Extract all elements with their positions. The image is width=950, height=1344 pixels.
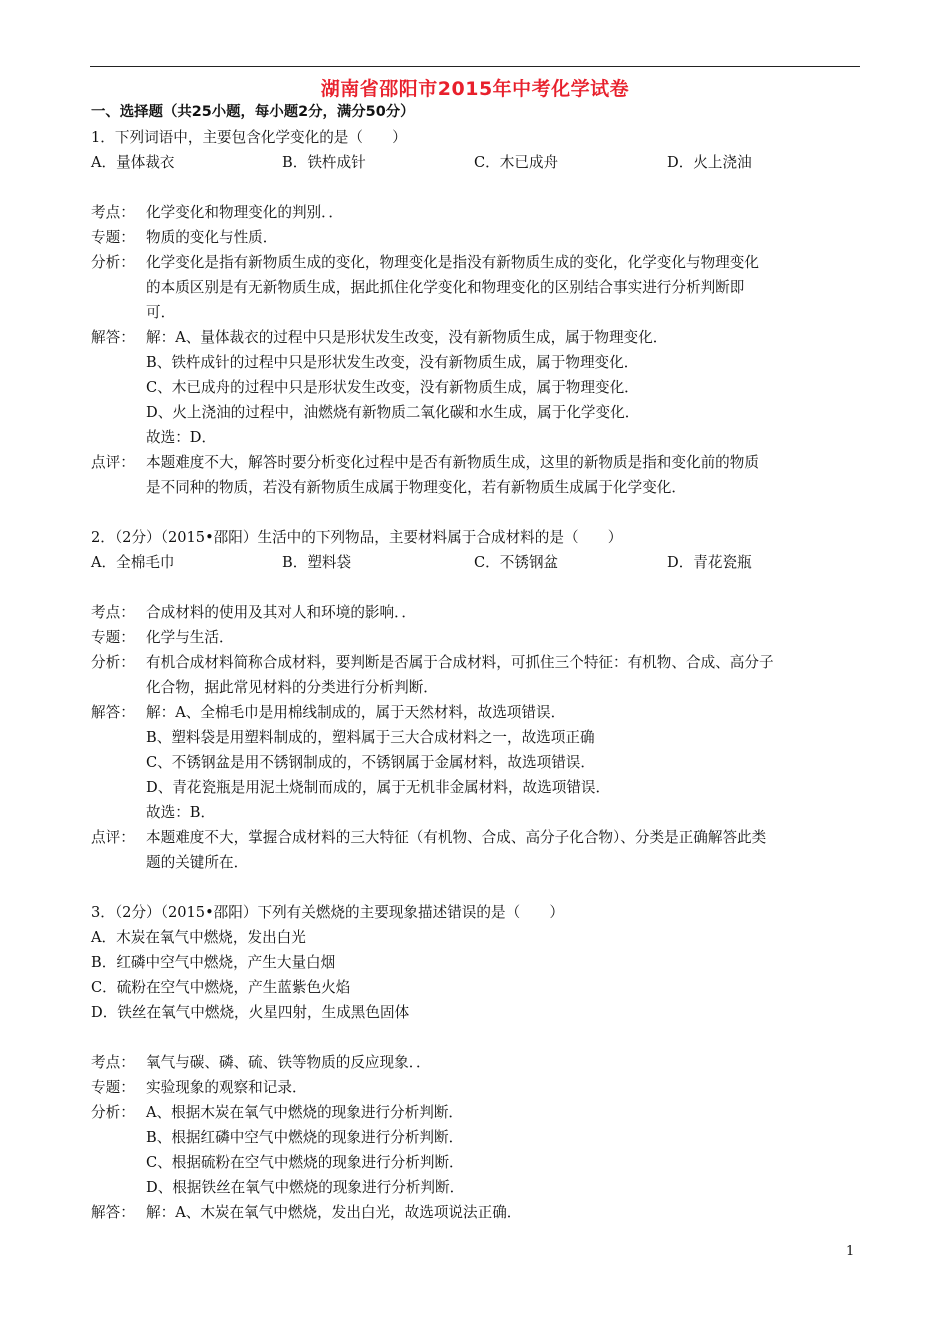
q3-fenxi-line: A、根据木炭在氧气中燃烧的现象进行分析判断． — [146, 1104, 464, 1121]
label-kaodian: 考点： — [91, 204, 135, 221]
q1-option-d: D．火上浇油 — [667, 154, 752, 171]
q1-jieda-line: 解：A、量体裁衣的过程中只是形状发生改变，没有新物质生成，属于物理变化． — [146, 329, 668, 346]
q2-dianping — [91, 825, 871, 875]
q2-fenxi-line: 化合物，据此常见材料的分类进行分析判断． — [146, 679, 438, 696]
question-1-stem: 1．下列词语中，主要包含化学变化的是（ ） — [91, 129, 407, 146]
q2-zhuanti — [91, 625, 871, 650]
q2-jieda-line: D、青花瓷瓶是用泥土烧制而成的，属于无机非金属材料，故选项错误． — [146, 779, 611, 796]
q1-kaodian-text: 化学变化和物理变化的判别．． — [146, 204, 344, 221]
q2-kaodian — [91, 600, 871, 625]
q3-fenxi-line: D、根据铁丝在氧气中燃烧的现象进行分析判断． — [146, 1179, 465, 1196]
q1-jieda-line: B、铁杵成针的过程中只是形状发生改变，没有新物质生成，属于物理变化． — [146, 354, 639, 371]
page-number: 1 — [846, 1244, 855, 1259]
label-dianping: 点评： — [91, 454, 135, 471]
q3-jieda-line: 解：A、木炭在氧气中燃烧，发出白光，故选项说法正确． — [146, 1204, 522, 1221]
q1-option-b: B．铁杵成针 — [282, 154, 366, 171]
q1-fenxi-line: 化学变化是指有新物质生成的变化，物理变化是指没有新物质生成的变化，化学变化与物理变化 — [146, 254, 759, 271]
label-jieda: 解答： — [91, 329, 135, 346]
label-jieda: 解答： — [91, 1204, 135, 1221]
q2-option-a: A．全棉毛巾 — [91, 554, 175, 571]
label-fenxi: 分析： — [91, 654, 135, 671]
label-zhuanti: 专题： — [91, 229, 135, 246]
q1-fenxi-line: 的本质区别是有无新物质生成，据此抓住化学变化和物理变化的区别结合事实进行分析判断即 — [146, 279, 745, 296]
q2-kaodian-text: 合成材料的使用及其对人和环境的影响．． — [146, 604, 416, 621]
label-zhuanti: 专题： — [91, 1079, 135, 1096]
q1-zhuanti — [91, 225, 871, 250]
q2-fenxi-line: 有机合成材料简称合成材料，要判断是否属于合成材料，可抓住三个特征：有机物、合成、高分子 — [146, 654, 774, 671]
q1-option-c: C．木已成舟 — [474, 154, 559, 171]
label-zhuanti: 专题： — [91, 629, 135, 646]
question-1-options — [91, 150, 871, 175]
q1-dianping-line: 是不同种的物质，若没有新物质生成属于物理变化，若有新物质生成属于化学变化． — [146, 479, 686, 496]
label-fenxi: 分析： — [91, 254, 135, 271]
q2-option-d: D．青花瓷瓶 — [667, 554, 752, 571]
q1-jieda — [91, 325, 871, 450]
q3-fenxi — [91, 1100, 871, 1200]
q2-zhuanti-text: 化学与生活． — [146, 629, 234, 646]
q1-jieda-line: C、木已成舟的过程中只是形状发生改变，没有新物质生成，属于物理变化． — [146, 379, 639, 396]
q1-kaodian — [91, 200, 871, 225]
q1-fenxi-line: 可． — [146, 304, 176, 321]
q2-dianping-line: 本题难度不大，掌握合成材料的三大特征（有机物、合成、高分子化合物）、分类是正确解答此类 — [146, 829, 767, 846]
q2-jieda — [91, 700, 871, 825]
page-title: 湖南省邵阳市2015年中考化学试卷 — [320, 78, 630, 100]
question-2-options — [91, 550, 871, 575]
q1-zhuanti-text: 物质的变化与性质． — [146, 229, 278, 246]
q3-fenxi-line: C、根据硫粉在空气中燃烧的现象进行分析判断． — [146, 1154, 464, 1171]
q2-fenxi — [91, 650, 871, 700]
header-rule — [90, 66, 860, 67]
q3-kaodian — [91, 1050, 871, 1075]
q3-option-d: D．铁丝在氧气中燃烧，火星四射，生成黑色固体 — [91, 1004, 410, 1021]
question-3-stem: 3．（2分）（2015•邵阳）下列有关燃烧的主要现象描述错误的是（ ） — [91, 904, 564, 921]
q3-option-b: B．红磷中空气中燃烧，产生大量白烟 — [91, 954, 336, 971]
q2-jieda-line: 故选：B． — [146, 804, 216, 821]
q2-jieda-line: B、塑料袋是用塑料制成的，塑料属于三大合成材料之一，故选项正确 — [146, 729, 595, 746]
label-kaodian: 考点： — [91, 1054, 135, 1071]
label-fenxi: 分析： — [91, 1104, 135, 1121]
q1-dianping — [91, 450, 871, 500]
q3-option-c: C．硫粉在空气中燃烧，产生蓝紫色火焰 — [91, 979, 351, 996]
q1-jieda-line: D、火上浇油的过程中，油燃烧有新物质二氧化碳和水生成，属于化学变化． — [146, 404, 640, 421]
q3-fenxi-line: B、根据红磷中空气中燃烧的现象进行分析判断． — [146, 1129, 464, 1146]
q1-option-a: A．量体裁衣 — [91, 154, 175, 171]
question-2-stem: 2．（2分）（2015•邵阳）生活中的下列物品，主要材料属于合成材料的是（ ） — [91, 529, 623, 546]
q3-kaodian-text: 氧气与碳、磷、硫、铁等物质的反应现象．． — [146, 1054, 431, 1071]
q3-zhuanti — [91, 1075, 871, 1100]
label-kaodian: 考点： — [91, 604, 135, 621]
label-jieda: 解答： — [91, 704, 135, 721]
document-content — [91, 100, 871, 1225]
q1-fenxi — [91, 250, 871, 325]
q2-option-c: C．不锈钢盆 — [474, 554, 559, 571]
section-heading: 一、选择题（共25小题，每小题2分，满分50分） — [91, 104, 415, 120]
q3-option-a: A．木炭在氧气中燃烧，发出白光 — [91, 929, 306, 946]
label-dianping: 点评： — [91, 829, 135, 846]
q3-zhuanti-text: 实验现象的观察和记录． — [146, 1079, 307, 1096]
q3-jieda — [91, 1200, 871, 1225]
q2-jieda-line: 解：A、全棉毛巾是用棉线制成的，属于天然材料，故选项错误． — [146, 704, 566, 721]
q2-option-b: B．塑料袋 — [282, 554, 352, 571]
q1-dianping-line: 本题难度不大，解答时要分析变化过程中是否有新物质生成，这里的新物质是指和变化前的物质 — [146, 454, 759, 471]
q2-dianping-line: 题的关键所在． — [146, 854, 249, 871]
q2-jieda-line: C、不锈钢盆是用不锈钢制成的，不锈钢属于金属材料，故选项错误． — [146, 754, 595, 771]
q1-jieda-line: 故选：D． — [146, 429, 217, 446]
